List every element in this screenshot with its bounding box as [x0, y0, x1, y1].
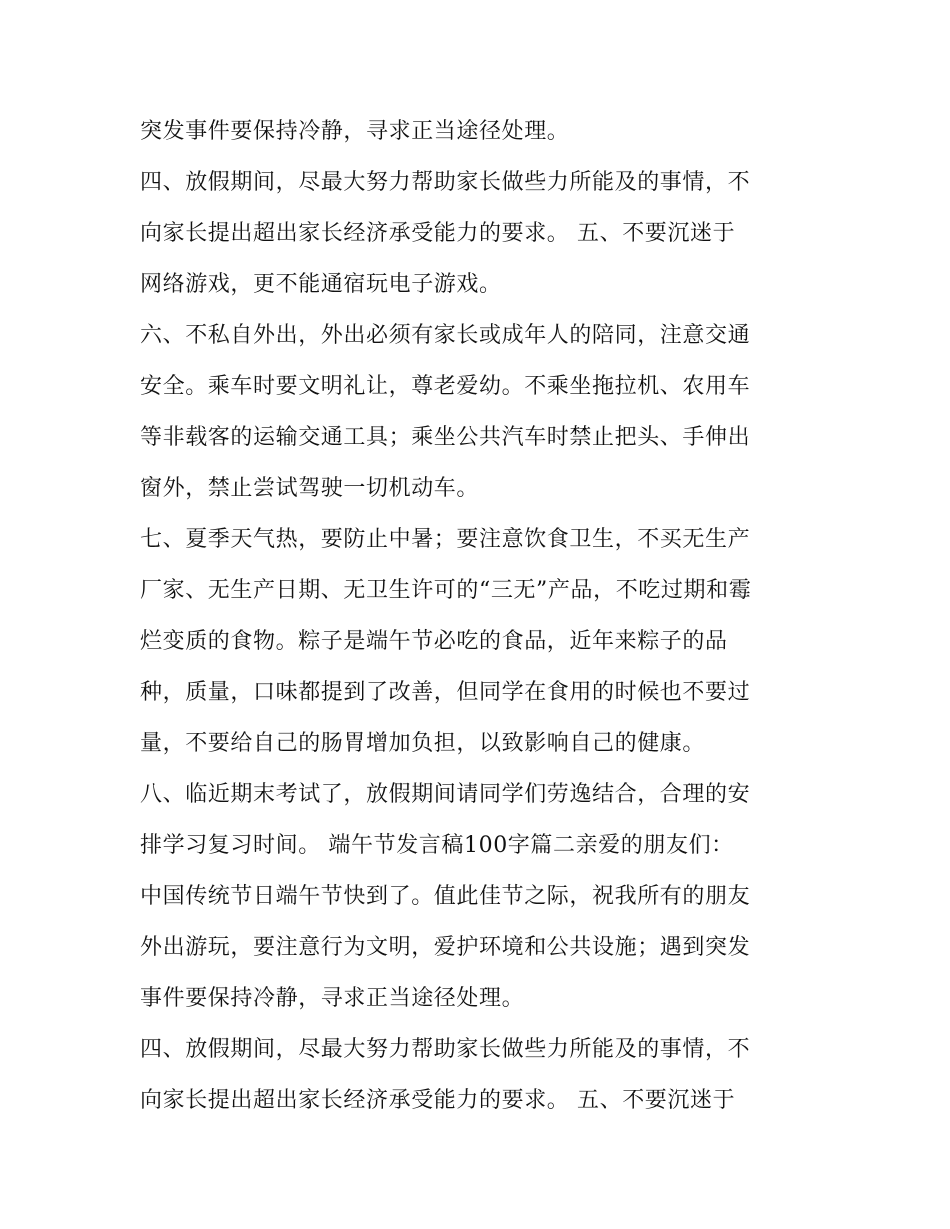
text-line: 八、临近期末考试了，放假期间请同学们劳逸结合，合理的安 — [140, 782, 751, 807]
text-line: 四、放假期间，尽最大努力帮助家长做些力所能及的事情，不 — [140, 1037, 751, 1062]
text-line: 烂变质的食物。粽子是端午节必吃的食品，近年来粽子的品 — [140, 629, 728, 654]
text-line: 四、放假期间，尽最大努力帮助家长做些力所能及的事情，不 — [140, 170, 751, 195]
text-line: 向家长提出超出家长经济承受能力的要求。 五、不要沉迷于 — [140, 1088, 736, 1113]
text-line: 网络游戏，更不能通宿玩电子游戏。 — [140, 272, 502, 297]
document-body — [140, 106, 820, 1126]
text-line: 安全。乘车时要文明礼让，尊老爱幼。不乘坐拖拉机、农用车 — [140, 374, 751, 399]
text-line: 向家长提出超出家长经济承受能力的要求。 五、不要沉迷于 — [140, 221, 736, 246]
text-line: 厂家、无生产日期、无卫生许可的“三无”产品，不吃过期和霉 — [140, 578, 752, 603]
text-line: 排学习复习时间。 端午节发言稿100字篇二亲爱的朋友们： — [140, 833, 734, 858]
text-line: 外出游玩，要注意行为文明，爱护环境和公共设施；遇到突发 — [140, 935, 751, 960]
text-line: 等非载客的运输交通工具；乘坐公共汽车时禁止把头、手伸出 — [140, 425, 751, 450]
text-line: 量，不要给自己的肠胃增加负担，以致影响自己的健康。 — [140, 731, 706, 756]
text-line: 种，质量，口味都提到了改善，但同学在食用的时候也不要过 — [140, 680, 751, 705]
text-line: 突发事件要保持冷静，寻求正当途径处理。 — [140, 119, 570, 144]
text-line: 中国传统节日端午节快到了。值此佳节之际，祝我所有的朋友 — [140, 884, 751, 909]
text-line: 事件要保持冷静，寻求正当途径处理。 — [140, 986, 525, 1011]
text-line: 六、不私自外出，外出必须有家长或成年人的陪同，注意交通 — [140, 323, 751, 348]
text-line: 窗外，禁止尝试驾驶一切机动车。 — [140, 476, 480, 501]
text-line: 七、夏季天气热，要防止中暑；要注意饮食卫生，不买无生产 — [140, 527, 751, 552]
